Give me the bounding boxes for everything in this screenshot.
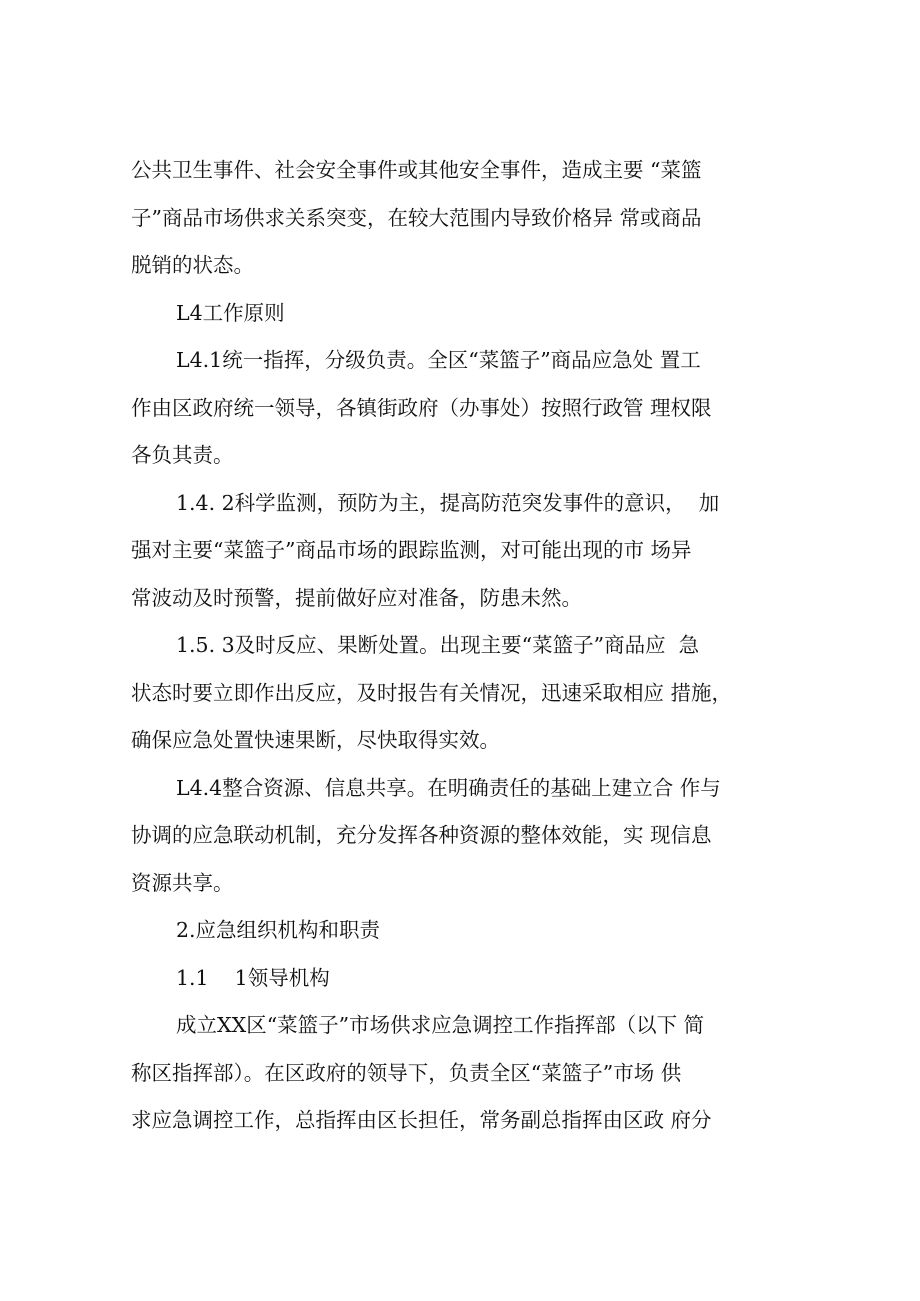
text-line: 各负其责。 <box>131 443 234 467</box>
text-line: 脱销的状态。 <box>131 253 254 277</box>
text-line: L4.1统一指挥，分级负责。全区“菜篮子”商品应急处 置工 <box>176 348 701 372</box>
subsection-heading: 1.1 1领导机构 <box>176 966 330 990</box>
text-line: 强对主要“菜篮子”商品市场的跟踪监测，对可能出现的市 场异 <box>131 538 692 562</box>
text-line: 资源共享。 <box>131 871 234 895</box>
text-line: 称区指挥部）。在区政府的领导下，负责全区“菜篮子”市场 供 <box>131 1061 682 1085</box>
text-line: 作由区政府统一领导，各镇街政府（办事处）按照行政管 理权限 <box>131 396 712 420</box>
text-line: 1.5. 3及时反应、果断处置。出现主要“菜篮子”商品应 急 <box>176 633 700 657</box>
section-heading: 2.应急组织机构和职责 <box>176 918 381 942</box>
section-heading: L4工作原则 <box>176 301 285 325</box>
text-line: 子”商品市场供求关系突变，在较大范围内导致价格异 常或商品 <box>131 206 702 230</box>
text-line: L4.4整合资源、信息共享。在明确责任的基础上建立合 作与 <box>176 776 721 800</box>
text-line: 公共卫生事件、社会安全事件或其他安全事件，造成主要 “菜篮 <box>131 158 702 182</box>
text-line: 常波动及时预警，提前做好应对准备，防患未然。 <box>131 586 582 610</box>
text-line: 求应急调控工作，总指挥由区长担任，常务副总指挥由区政 府分 <box>131 1108 712 1132</box>
text-line: 1.4. 2科学监测，预防为主，提高防范突发事件的意识， 加 <box>176 491 720 515</box>
text-line: 成立XX区“菜篮子”市场供求应急调控工作指挥部（以下 简 <box>176 1013 705 1037</box>
text-line: 协调的应急联动机制，充分发挥各种资源的整体效能，实 现信息 <box>131 823 712 847</box>
text-line: 确保应急处置快速果断，尽快取得实效。 <box>131 728 500 752</box>
text-line: 状态时要立即作出反应，及时报告有关情况，迅速采取相应 措施， <box>131 681 733 705</box>
